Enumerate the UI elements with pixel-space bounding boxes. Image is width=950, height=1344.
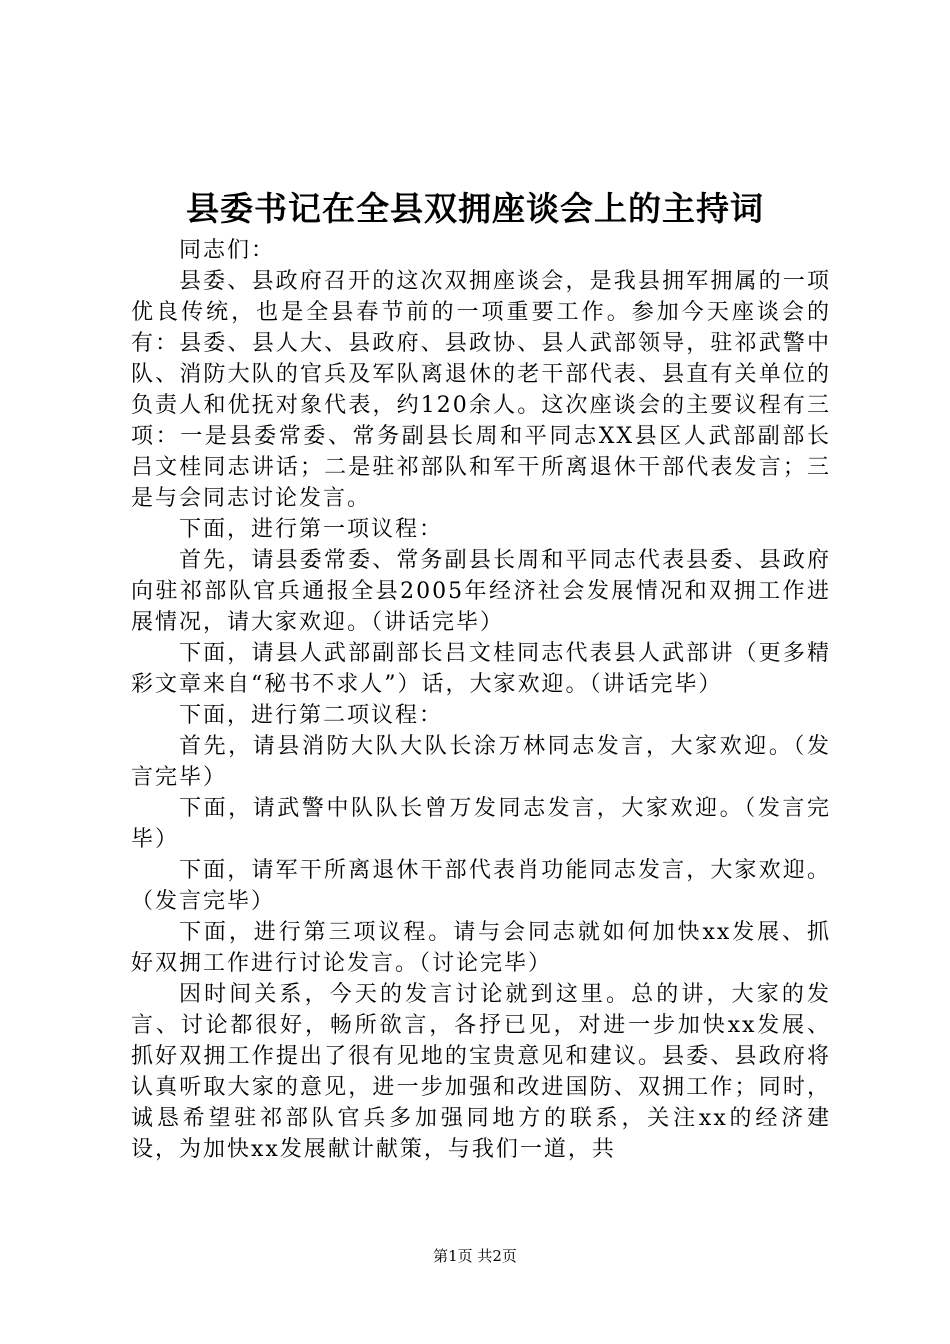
paragraph-agenda-3: 下面，进行第三项议程。请与会同志就如何加快xx发展、抓好双拥工作进行讨论发言。（讨论完毕） [131, 920, 831, 976]
page-footer: 第1页 共2页 [433, 1247, 517, 1265]
paragraph-speech-2: 下面，请县人武部副部长吕文桂同志代表县人武部讲（更多精彩文章来自“秘书不求人”）话，大家欢迎。（讲话完毕） [131, 641, 831, 697]
paragraph-intro: 县委、县政府召开的这次双拥座谈会，是我县拥军拥属的一项优良传统，也是全县春节前的一项重要工作。参加今天座谈会的有：县委、县人大、县政府、县政协、县人武部领导，驻祁武警中队、消防大队的官兵及军队离退休的老干部代表、县直有关单位的负责人和优抚对象代表，约120余人。这次座谈会的主要议程有三项：一是县委常委、常务副县长周和平同志XX县区人武部副部长吕文桂同志讲话；二是驻祁部队和军干所离退休干部代表发言；三是与会同志讨论发言。 [131, 269, 831, 511]
paragraph-greeting: 同志们： [179, 238, 276, 263]
document-body [131, 235, 831, 1165]
paragraph-agenda-2: 下面，进行第二项议程： [179, 703, 444, 728]
paragraph-speech-4: 下面，请武警中队队长曾万发同志发言，大家欢迎。（发言完毕） [131, 796, 831, 852]
document-title: 县委书记在全县双拥座谈会上的主持词 [186, 189, 764, 228]
paragraph-agenda-1: 下面，进行第一项议程： [179, 517, 444, 542]
paragraph-closing: 因时间关系，今天的发言讨论就到这里。总的讲，大家的发言、讨论都很好，畅所欲言，各抒已见，对进一步加快xx发展、抓好双拥工作提出了很有见地的宝贵意见和建议。县委、县政府将认真听取大家的意见，进一步加强和改进国防、双拥工作；同时，诚恳希望驻祁部队官兵多加强同地方的联系，关注xx的经济建设，为加快xx发展献计献策，与我们一道，共 [131, 982, 831, 1162]
paragraph-speech-5: 下面，请军干所离退休干部代表肖功能同志发言，大家欢迎。（发言完毕） [131, 858, 831, 914]
paragraph-speech-3: 首先，请县消防大队大队长涂万林同志发言，大家欢迎。（发言完毕） [131, 734, 831, 790]
paragraph-speech-1: 首先，请县委常委、常务副县长周和平同志代表县委、县政府向驻祁部队官兵通报全县2005年经济社会发展情况和双拥工作进展情况，请大家欢迎。（讲话完毕） [131, 548, 831, 635]
